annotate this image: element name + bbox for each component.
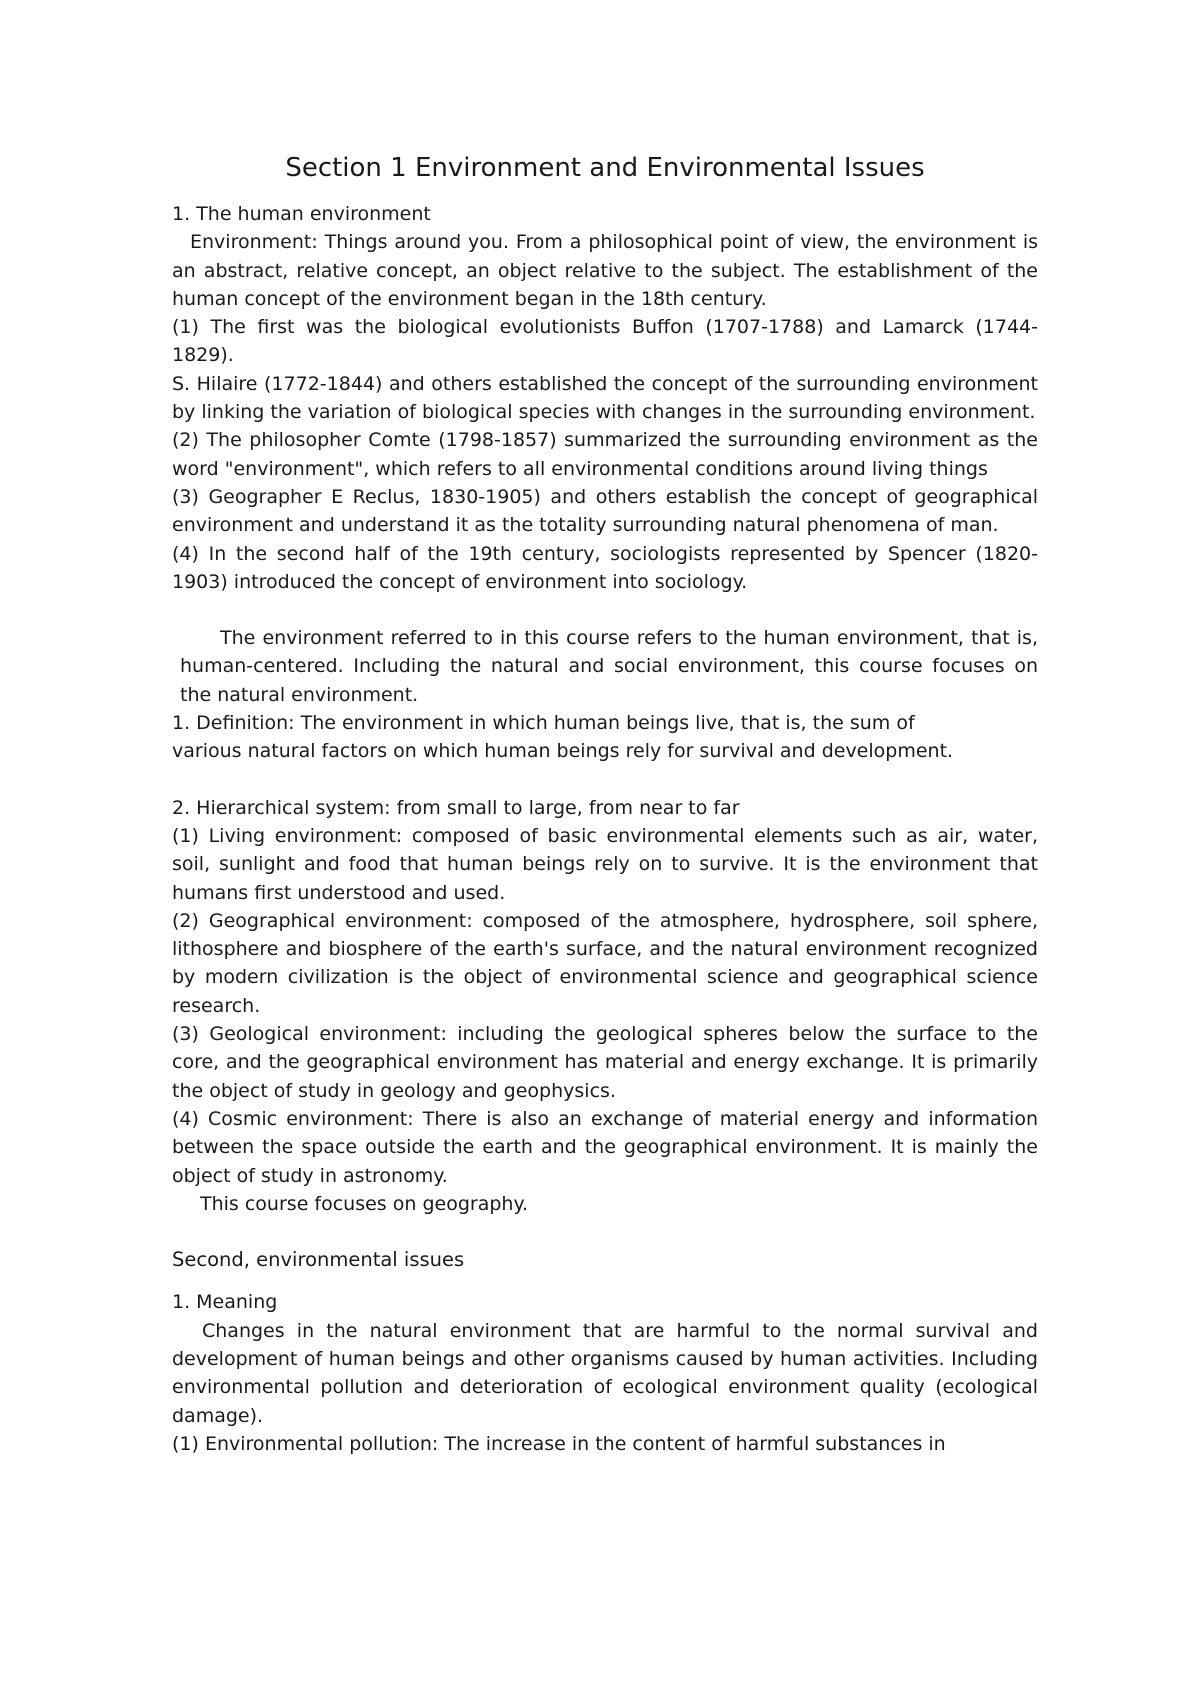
paragraph-environment-intro: Environment: Things around you. From a philosophical point of view, the environment is an abstract, relative concept, an object relative to the subject. The establishment of the human concept of the environment began in the 18th century. [172,231,1038,310]
paragraph-course-focus: This course focuses on geography. [200,1192,529,1215]
list-item-environmental-pollution: (1) Environmental pollution: The increase in the content of harmful substances in [172,1432,946,1455]
list-item-comte: (2) The philosopher Comte (1798-1857) summarized the surrounding environment as the word "environment", which refers to all environmental conditions around living things [172,429,1038,480]
list-item-living-environment: (1) Living environment: composed of basic environmental elements such as air, water, soil, sunlight and food that human beings rely on to survive. It is the environment that humans first understood and used. [172,824,1038,904]
list-item-geological-environment: (3) Geological environment: including the geological spheres below the surface to the core, and the geographical environment has material and energy exchange. It is primarily the object of study in geology and geophysics. [172,1023,1038,1102]
list-item-reclus: (3) Geographer E Reclus, 1830-1905) and others establish the concept of geographical environment and understand it as the totality surrounding natural phenomena of man. [172,485,1038,537]
section-heading-human-environment: 1. The human environment [172,203,431,225]
paragraph-hilaire: S. Hilaire (1772-1844) and others established the concept of the surrounding environment by linking the variation of biological species with changes in the surrounding environment. [172,372,1038,424]
paragraph-meaning: Changes in the natural environment that are harmful to the normal survival and development of human beings and other organisms caused by human activities. Including environmental pollution and deterioration of ecological environment quality (ecological damage). [172,1319,1038,1427]
document-page [172,150,1038,1458]
spacer [172,1274,1038,1288]
list-item-geographical-environment: (2) Geographical environment: composed of the atmosphere, hydrosphere, soil sphere, lithosphere and biosphere of the earth's surface, and the natural environment recognized by modern civilization is the object of environmental science and geographical science research. [172,909,1038,1017]
definition-line-1: 1. Definition: The environment in which human beings live, that is, the sum of [172,712,915,735]
page-title: Section 1 Environment and Environmental Issues [285,153,925,183]
spacer [172,596,1038,624]
section-heading-hierarchical-system: 2. Hierarchical system: from small to large, from near to far [172,796,740,819]
subheading-meaning: 1. Meaning [172,1291,278,1314]
list-item-buffon-lamarck: (1) The first was the biological evolutionists Buffon (1707-1788) and Lamarck (1744-1829). [172,316,1038,367]
course-block [180,624,1038,709]
list-item-cosmic-environment: (4) Cosmic environment: There is also an exchange of material energy and information between the space outside the earth and the geographical environment. It is mainly the object of study in astronomy. [172,1107,1038,1187]
definition-line-2: various natural factors on which human beings rely for survival and development. [172,740,954,763]
list-item-spencer: (4) In the second half of the 19th century, sociologists represented by Spencer (1820-1903) introduced the concept of environment into sociology. [172,542,1038,593]
paragraph-course-scope: The environment referred to in this course refers to the human environment, that is, human-centered. Including the natural and social environment, this course focuses on the natural environment. [180,627,1038,706]
section-heading-environmental-issues: Second, environmental issues [172,1248,465,1272]
spacer [172,1218,1038,1246]
spacer [172,766,1038,794]
